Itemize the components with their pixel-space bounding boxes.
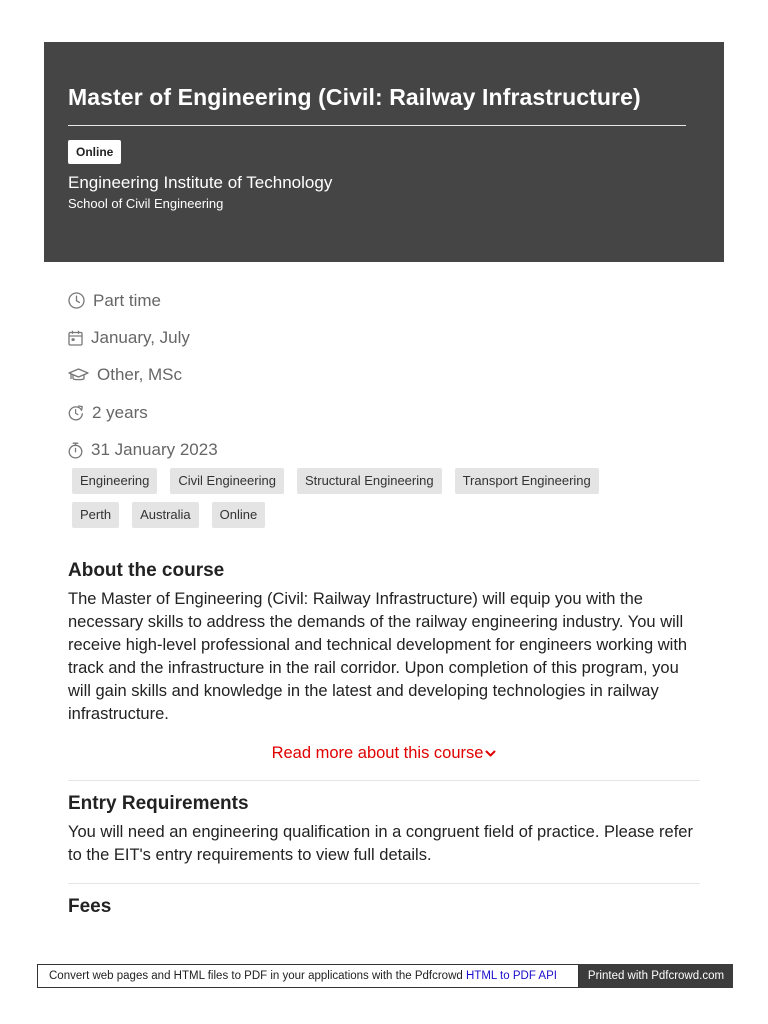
tag-structural-engineering[interactable]: Structural Engineering [297, 468, 442, 494]
course-content [68, 558, 700, 920]
meta-qualification [68, 357, 708, 394]
entry-requirements-section [68, 791, 700, 867]
institute-name[interactable]: Engineering Institute of Technology [68, 173, 333, 192]
tag-engineering[interactable]: Engineering [72, 468, 157, 494]
meta-deadline-text: 31 January 2023 [91, 440, 218, 460]
section-divider [68, 883, 700, 884]
meta-intakes-text: January, July [91, 328, 190, 348]
about-text: The Master of Engineering (Civil: Railway Infrastructure) will equip you with the necessary skills to address the demands of the railway engineering industry. You will receive high-level professional and technical development for engineers working with track and the infrastructure in the rail corridor. Upon completion of this program, you will gain skills and knowledge in the latest and developing technologies in railway infrastructure. [68, 590, 688, 723]
header-divider [68, 125, 686, 126]
graduation-cap-icon [68, 367, 89, 383]
entry-heading: Entry Requirements [68, 793, 249, 814]
tag-row-subjects [72, 468, 712, 494]
footer-text: Convert web pages and HTML files to PDF in your applications with the Pdfcrowd [49, 970, 463, 982]
tag-perth[interactable]: Perth [72, 502, 119, 528]
about-section [68, 558, 700, 764]
section-divider [68, 780, 700, 781]
meta-duration-text: 2 years [92, 402, 148, 422]
online-badge: Online [68, 140, 121, 164]
chevron-down-icon [485, 750, 496, 758]
stopwatch-icon [68, 442, 83, 459]
about-heading: About the course [68, 560, 225, 581]
rotate-icon [68, 404, 84, 421]
tag-australia[interactable]: Australia [132, 502, 199, 528]
pdfcrowd-footer [37, 964, 733, 988]
page-title: Master of Engineering (Civil: Railway Infrastructure) [68, 84, 641, 110]
meta-study-mode-text: Part time [93, 290, 162, 310]
meta-duration [68, 394, 708, 431]
course-header [44, 42, 724, 262]
tag-civil-engineering[interactable]: Civil Engineering [170, 468, 284, 494]
clock-icon [68, 292, 85, 309]
footer-notice [37, 964, 579, 988]
meta-study-mode [68, 282, 708, 319]
tag-online[interactable]: Online [212, 502, 266, 528]
printed-with-pdfcrowd[interactable]: Printed with Pdfcrowd.com [579, 964, 733, 988]
calendar-icon [68, 330, 83, 346]
read-more-label: Read more about this course [271, 744, 484, 762]
read-more-link[interactable] [68, 742, 700, 764]
fees-section [68, 894, 700, 920]
meta-qualification-text: Other, MSc [97, 365, 183, 385]
fees-heading: Fees [68, 896, 112, 917]
course-tags [72, 468, 712, 536]
meta-deadline [68, 432, 708, 469]
html-to-pdf-api-link[interactable]: HTML to PDF API [465, 970, 557, 982]
meta-intakes [68, 319, 708, 356]
school-name[interactable]: School of Civil Engineering [68, 196, 224, 211]
course-meta-list [68, 282, 708, 469]
entry-text: You will need an engineering qualification in a congruent field of practice. Please refer to the EIT's entry requirements to view full details. [68, 823, 693, 864]
tag-row-locations [72, 502, 712, 528]
tag-transport-engineering[interactable]: Transport Engineering [455, 468, 599, 494]
